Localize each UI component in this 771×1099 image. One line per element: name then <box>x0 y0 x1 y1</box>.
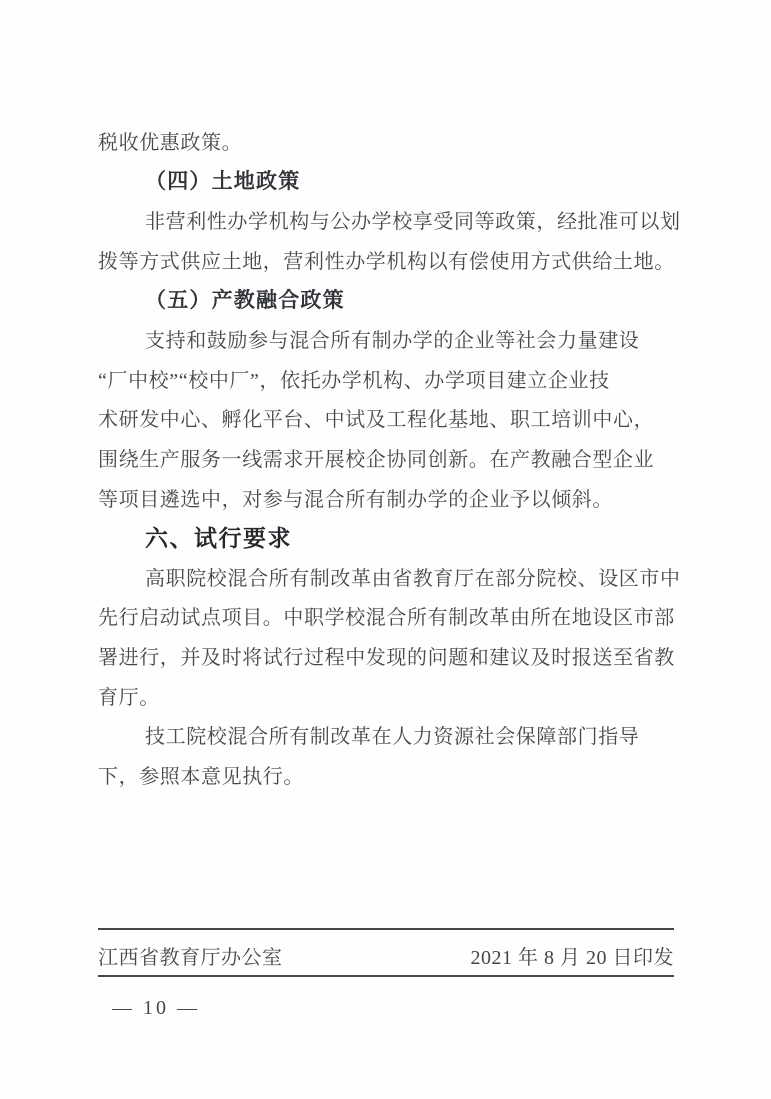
text-line: 先行启动试点项目。中职学校混合所有制改革由所在地设区市部 <box>98 607 675 630</box>
text-line: 围绕生产服务一线需求开展校企协同创新。在产教融合型企业 <box>98 449 655 472</box>
text-line: 育厅。 <box>98 686 160 709</box>
document-body <box>98 121 681 794</box>
section-heading: （四）土地政策 <box>145 169 301 194</box>
page-number: — 10 — <box>112 997 200 1019</box>
text-line: 拨等方式供应土地，营利性办学机构以有偿使用方式供给土地。 <box>98 251 675 274</box>
text-line: 术研发中心、孵化平台、中试及工程化基地、职工培训中心， <box>98 409 655 432</box>
text-line: 税收优惠政策。 <box>98 132 243 155</box>
text-line: “厂中校”“校中厂”，依托办学机构、办学项目建立企业技 <box>98 369 610 392</box>
text-line: 高职院校混合所有制改革由省教育厅在部分院校、设区市中 <box>145 567 681 590</box>
section-heading: 六、试行要求 <box>145 525 292 552</box>
text-line: 支持和鼓励参与混合所有制办学的企业等社会力量建设 <box>145 330 640 353</box>
footer-bottom-rule <box>98 975 674 977</box>
text-line: 署进行，并及时将试行过程中发现的问题和建议及时报送至省教 <box>98 647 675 670</box>
colophon <box>98 936 674 974</box>
text-line: 等项目遴选中，对参与混合所有制办学的企业予以倾斜。 <box>98 488 613 511</box>
section-heading: （五）产教融合政策 <box>145 288 345 313</box>
text-line: 非营利性办学机构与公办学校享受同等政策，经批准可以划 <box>145 211 681 234</box>
issuing-office: 江西省教育厅办公室 <box>98 946 283 969</box>
print-date: 2021 年 8 月 20 日印发 <box>470 946 674 969</box>
text-line: 下，参照本意见执行。 <box>98 765 304 788</box>
footer-top-rule <box>98 928 674 930</box>
text-line: 技工院校混合所有制改革在人力资源社会保障部门指导 <box>145 726 640 749</box>
